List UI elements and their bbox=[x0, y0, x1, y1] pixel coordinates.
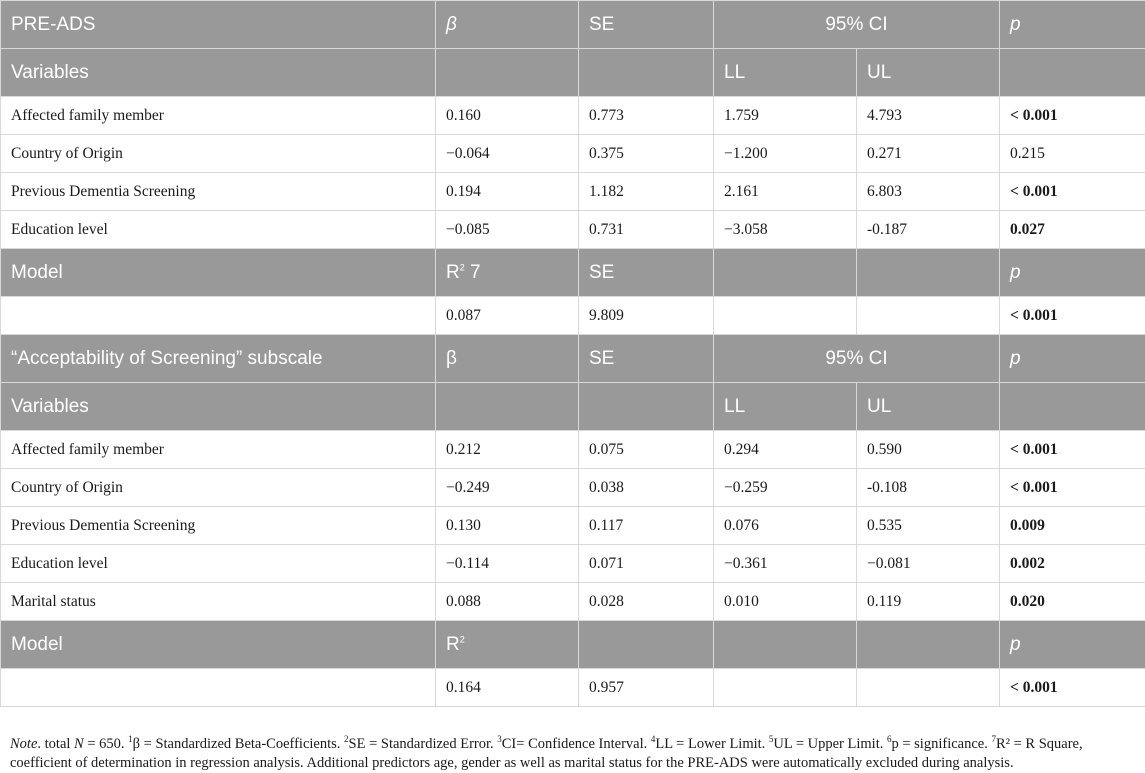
beta-value: 0.194 bbox=[436, 173, 579, 211]
model-header: Model bbox=[1, 621, 436, 669]
variable-name: Affected family member bbox=[1, 431, 436, 469]
ul-value: 6.803 bbox=[857, 173, 1000, 211]
table-row bbox=[1, 211, 1145, 249]
variable-name: Country of Origin bbox=[1, 135, 436, 173]
table-row bbox=[1, 173, 1145, 211]
model-header: Model bbox=[1, 249, 436, 297]
section1-model-row bbox=[1, 297, 1145, 335]
beta-value: 0.160 bbox=[436, 97, 579, 135]
section2-model-row bbox=[1, 669, 1145, 707]
section1-header-row bbox=[1, 1, 1145, 49]
r2-header: $R^2$ 7 bbox=[436, 249, 579, 297]
model-p-value: < 0.001 bbox=[1000, 297, 1145, 335]
p-value: 0.020 bbox=[1000, 583, 1145, 621]
variable-name: Marital status bbox=[1, 583, 436, 621]
ul-value: -0.108 bbox=[857, 469, 1000, 507]
p-header: p bbox=[1000, 1, 1145, 49]
se-value: 0.375 bbox=[579, 135, 714, 173]
variable-name: Education level bbox=[1, 211, 436, 249]
ul-header: UL bbox=[857, 383, 1000, 431]
table-row bbox=[1, 469, 1145, 507]
beta-value: −0.114 bbox=[436, 545, 579, 583]
se-header: SE bbox=[579, 335, 714, 383]
p-value: < 0.001 bbox=[1000, 97, 1145, 135]
variables-header: Variables bbox=[1, 383, 436, 431]
table-row bbox=[1, 545, 1145, 583]
model-r2-value: 0.087 bbox=[436, 297, 579, 335]
ll-value: −0.361 bbox=[714, 545, 857, 583]
ci-header: 95% CI bbox=[714, 1, 1000, 49]
beta-header: β bbox=[436, 335, 579, 383]
p-value: 0.215 bbox=[1000, 135, 1145, 173]
ll-header: LL bbox=[714, 49, 857, 97]
se-value: 0.038 bbox=[579, 469, 714, 507]
variable-name: Education level bbox=[1, 545, 436, 583]
p-value: < 0.001 bbox=[1000, 469, 1145, 507]
ll-value: −0.259 bbox=[714, 469, 857, 507]
section2-rows bbox=[1, 431, 1145, 621]
ul-value: 0.590 bbox=[857, 431, 1000, 469]
section1-subheader-row bbox=[1, 49, 1145, 97]
p-value: 0.027 bbox=[1000, 211, 1145, 249]
ul-value: −0.081 bbox=[857, 545, 1000, 583]
se-value: 0.075 bbox=[579, 431, 714, 469]
p-value: 0.009 bbox=[1000, 507, 1145, 545]
ll-value: 0.294 bbox=[714, 431, 857, 469]
table-row bbox=[1, 583, 1145, 621]
ul-value: 0.119 bbox=[857, 583, 1000, 621]
ci-header: 95% CI bbox=[714, 335, 1000, 383]
se-value: 1.182 bbox=[579, 173, 714, 211]
section2-header-row bbox=[1, 335, 1145, 383]
beta-value: −0.085 bbox=[436, 211, 579, 249]
beta-value: 0.212 bbox=[436, 431, 579, 469]
p-value: < 0.001 bbox=[1000, 173, 1145, 211]
ll-header: LL bbox=[714, 383, 857, 431]
section1-title: PRE-ADS bbox=[1, 1, 436, 49]
p-value: 0.002 bbox=[1000, 545, 1145, 583]
table-row bbox=[1, 135, 1145, 173]
model-p-header: p bbox=[1000, 249, 1145, 297]
r2-header: $R^2$ bbox=[436, 621, 579, 669]
beta-value: 0.088 bbox=[436, 583, 579, 621]
variable-name: Country of Origin bbox=[1, 469, 436, 507]
variable-name: Previous Dementia Screening bbox=[1, 507, 436, 545]
ll-value: 2.161 bbox=[714, 173, 857, 211]
beta-header: β bbox=[436, 1, 579, 49]
table-row bbox=[1, 431, 1145, 469]
se-header: SE bbox=[579, 1, 714, 49]
beta-value: 0.130 bbox=[436, 507, 579, 545]
ul-value: 4.793 bbox=[857, 97, 1000, 135]
variable-name: Previous Dementia Screening bbox=[1, 173, 436, 211]
variables-header: Variables bbox=[1, 49, 436, 97]
beta-value: −0.064 bbox=[436, 135, 579, 173]
p-header: p bbox=[1000, 335, 1145, 383]
ll-value: −3.058 bbox=[714, 211, 857, 249]
ll-value: 0.010 bbox=[714, 583, 857, 621]
se-value: 0.117 bbox=[579, 507, 714, 545]
ul-value: 0.535 bbox=[857, 507, 1000, 545]
section2-model-header-row bbox=[1, 621, 1145, 669]
section1-model-header-row bbox=[1, 249, 1145, 297]
table-row bbox=[1, 97, 1145, 135]
section1-rows bbox=[1, 97, 1145, 249]
model-se-header: SE bbox=[579, 249, 714, 297]
se-value: 0.028 bbox=[579, 583, 714, 621]
beta-value: −0.249 bbox=[436, 469, 579, 507]
ul-value: -0.187 bbox=[857, 211, 1000, 249]
model-p-header: p bbox=[1000, 621, 1145, 669]
se-value: 0.773 bbox=[579, 97, 714, 135]
table-row bbox=[1, 507, 1145, 545]
model-p-value: < 0.001 bbox=[1000, 669, 1145, 707]
section2-subheader-row bbox=[1, 383, 1145, 431]
ul-header: UL bbox=[857, 49, 1000, 97]
ll-value: 1.759 bbox=[714, 97, 857, 135]
model-se-value: 9.809 bbox=[579, 297, 714, 335]
ul-value: 0.271 bbox=[857, 135, 1000, 173]
section2-title: “Acceptability of Screening” subscale bbox=[1, 335, 436, 383]
ll-value: −1.200 bbox=[714, 135, 857, 173]
ll-value: 0.076 bbox=[714, 507, 857, 545]
variable-name: Affected family member bbox=[1, 97, 436, 135]
se-value: 0.071 bbox=[579, 545, 714, 583]
p-value: < 0.001 bbox=[1000, 431, 1145, 469]
se-value: 0.731 bbox=[579, 211, 714, 249]
model-se-value: 0.957 bbox=[579, 669, 714, 707]
table-note: Note. total N = 650. $^1$β = Standardized Beta-Coefficients. $^2$SE = Standardized Error. $^3$CI= Confidence Interval. $^4$LL = Lower Limit. $^5$UL = Upper Limit. $^6$p = significance. $^7$R² = R Square, coefficient of determination in regression analysis. Additional predictors age, gender as well as marital status for the PRE-ADS were automatically excluded during analysis. bbox=[10, 735, 1138, 773]
model-r2-value: 0.164 bbox=[436, 669, 579, 707]
